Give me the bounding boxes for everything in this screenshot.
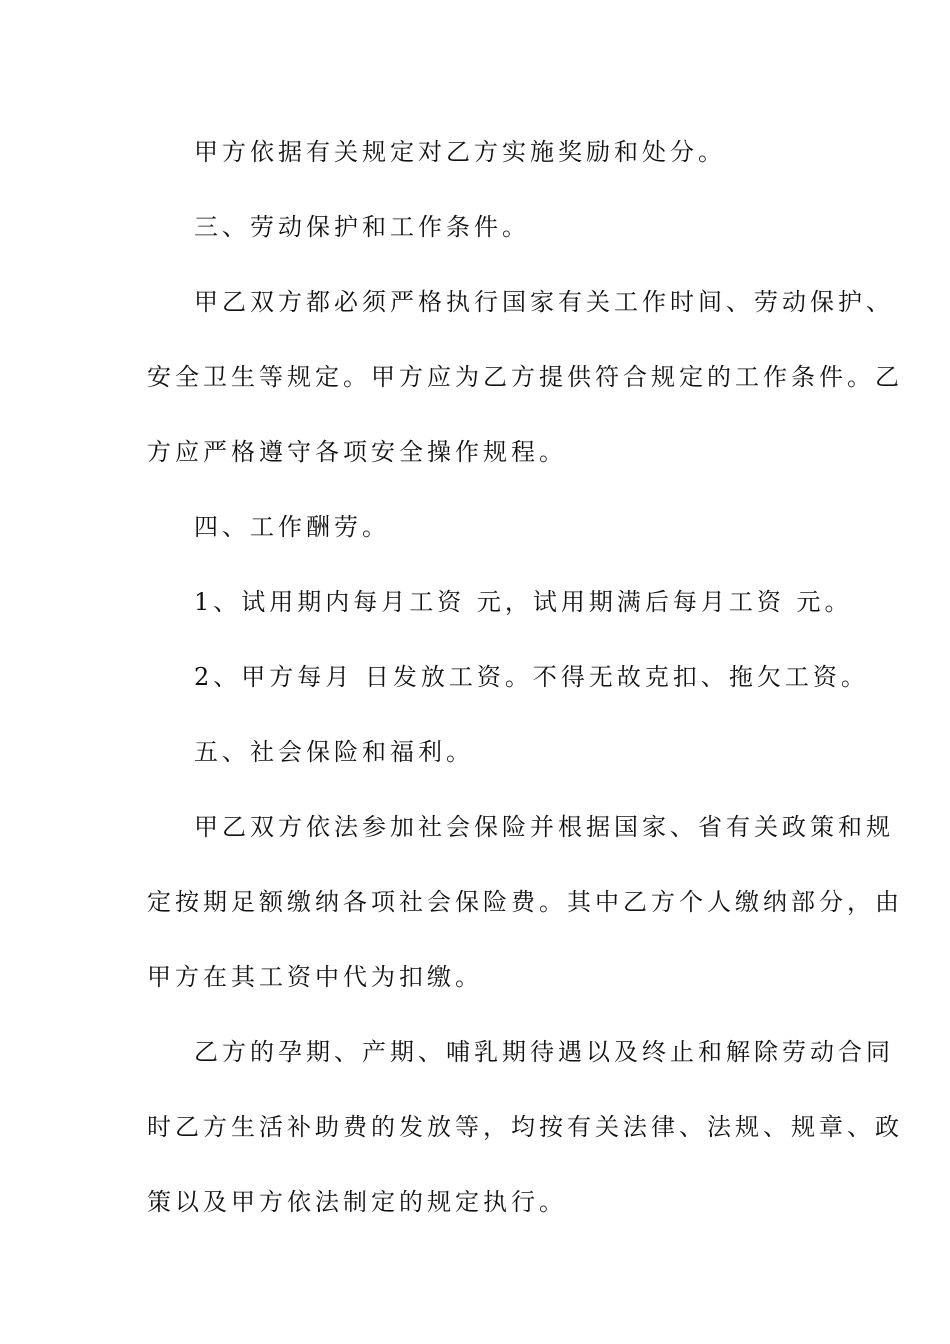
paragraph-social-insurance-line-3: 甲方在其工资中代为扣缴。 <box>147 963 483 991</box>
heading-labor-protection: 三、劳动保护和工作条件。 <box>194 213 530 241</box>
paragraph-labor-protection-line-2: 安全卫生等规定。甲方应为乙方提供符合规定的工作条件。乙 <box>147 363 903 391</box>
paragraph-social-insurance-line-1: 甲乙双方依法参加社会保险并根据国家、省有关政策和规 <box>194 813 894 841</box>
paragraph-reward-punishment: 甲方依据有关规定对乙方实施奖励和处分。 <box>194 138 726 166</box>
paragraph-maternity-line-1: 乙方的孕期、产期、哺乳期待遇以及终止和解除劳动合同 <box>194 1038 894 1066</box>
paragraph-social-insurance-line-2: 定按期足额缴纳各项社会保险费。其中乙方个人缴纳部分，由 <box>147 888 903 916</box>
heading-remuneration: 四、工作酬劳。 <box>194 513 390 541</box>
clause-probation-salary: 1、试用期内每月工资 元，试用期满后每月工资 元。 <box>194 588 853 616</box>
paragraph-maternity-line-2: 时乙方生活补助费的发放等，均按有关法律、法规、规章、政 <box>147 1113 903 1141</box>
paragraph-labor-protection-line-3: 方应严格遵守各项安全操作规程。 <box>147 438 567 466</box>
clause-payday: 2、甲方每月 日发放工资。不得无故克扣、拖欠工资。 <box>194 663 869 691</box>
heading-social-insurance: 五、社会保险和福利。 <box>194 738 474 766</box>
paragraph-maternity-line-3: 策以及甲方依法制定的规定执行。 <box>147 1188 567 1216</box>
paragraph-labor-protection-line-1: 甲乙双方都必须严格执行国家有关工作时间、劳动保护、 <box>194 288 894 316</box>
